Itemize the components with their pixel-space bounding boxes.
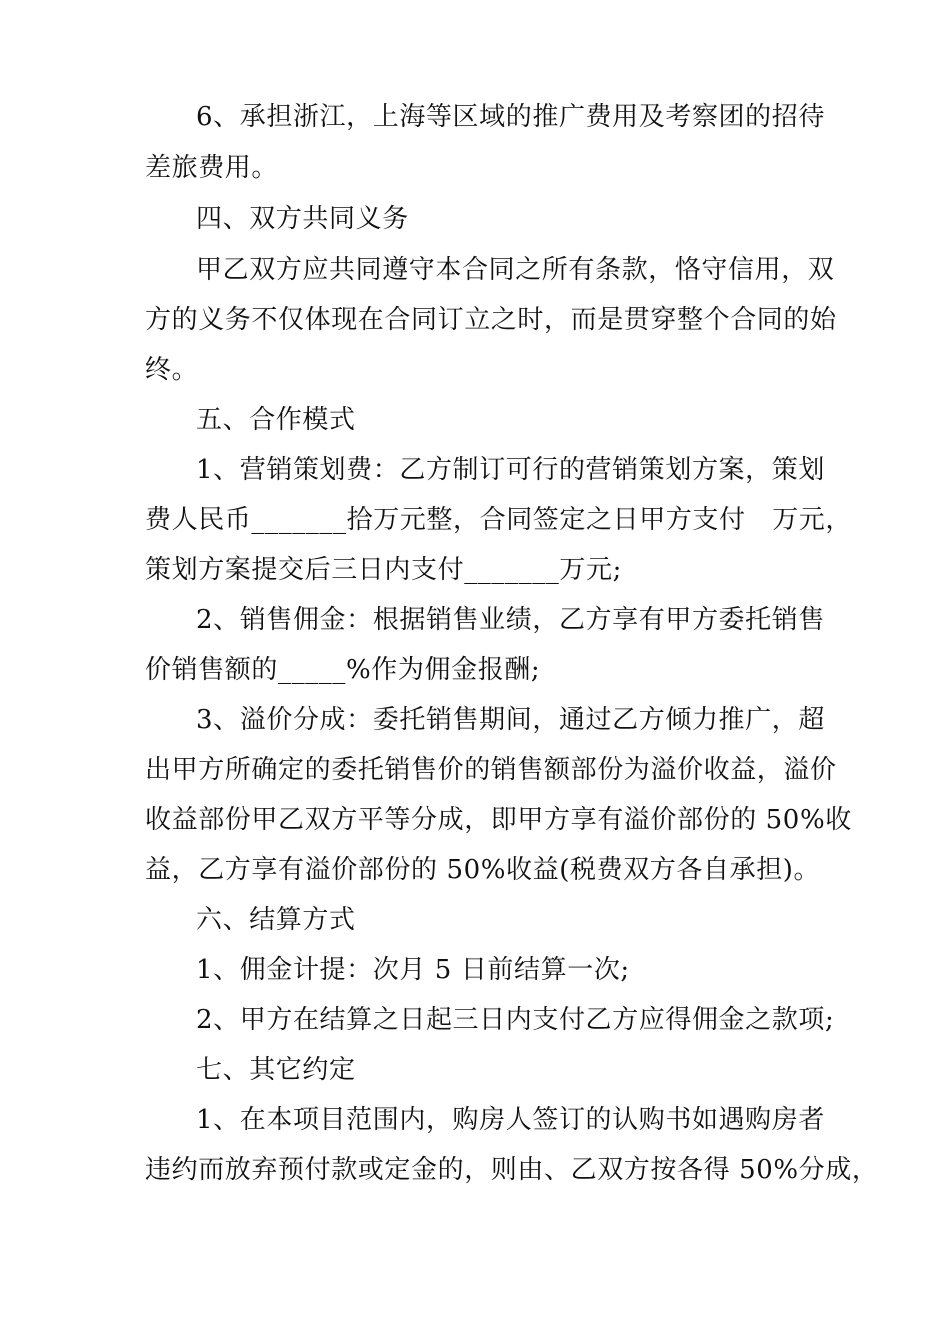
premium-share-line-4: 益，乙方享有溢价部份的 50%收益(税费双方各自承担)。 (145, 855, 821, 885)
sales-commission-line-1: 2、销售佣金：根据销售业绩，乙方享有甲方委托销售 (196, 605, 825, 635)
premium-share-line-3: 收益部份甲乙双方平等分成，即甲方享有溢价部份的 50%收 (145, 805, 852, 835)
section-heading-settlement: 六、结算方式 (196, 905, 356, 935)
section-heading-cooperation-mode: 五、合作模式 (196, 405, 356, 435)
joint-obligations-line-2: 方的义务不仅体现在合同订立之时，而是贯穿整个合同的始 (145, 305, 837, 335)
other-terms-line-1: 1、在本项目范围内，购房人签订的认购书如遇购房者 (196, 1105, 825, 1135)
section-heading-other-terms: 七、其它约定 (196, 1055, 356, 1085)
premium-share-line-1: 3、溢价分成：委托销售期间，通过乙方倾力推广，超 (196, 705, 825, 735)
settlement-item-2: 2、甲方在结算之日起三日内支付乙方应得佣金之款项; (196, 1005, 835, 1035)
settlement-item-1: 1、佣金计提：次月 5 日前结算一次; (196, 955, 630, 985)
clause-6-line-2: 差旅费用。 (145, 153, 279, 183)
sales-commission-line-2: 价销售额的_____%作为佣金报酬; (145, 655, 541, 685)
other-terms-line-2: 违约而放弃预付款或定金的，则由、乙双方按各得 50%分成， (145, 1155, 879, 1185)
joint-obligations-line-1: 甲乙双方应共同遵守本合同之所有条款，恪守信用，双 (196, 255, 835, 285)
marketing-fee-line-2: 费人民币_______拾万元整，合同签定之日甲方支付 万元， (145, 505, 852, 535)
clause-6-line-1: 6、承担浙江，上海等区域的推广费用及考察团的招待 (196, 102, 825, 132)
marketing-fee-line-1: 1、营销策划费：乙方制订可行的营销策划方案，策划 (196, 455, 825, 485)
section-heading-joint-obligations: 四、双方共同义务 (196, 204, 409, 234)
premium-share-line-2: 出甲方所确定的委托销售价的销售额部份为溢价收益，溢价 (145, 755, 837, 785)
joint-obligations-line-3: 终。 (145, 355, 199, 385)
marketing-fee-line-3: 策划方案提交后三日内支付_______万元; (145, 555, 622, 585)
